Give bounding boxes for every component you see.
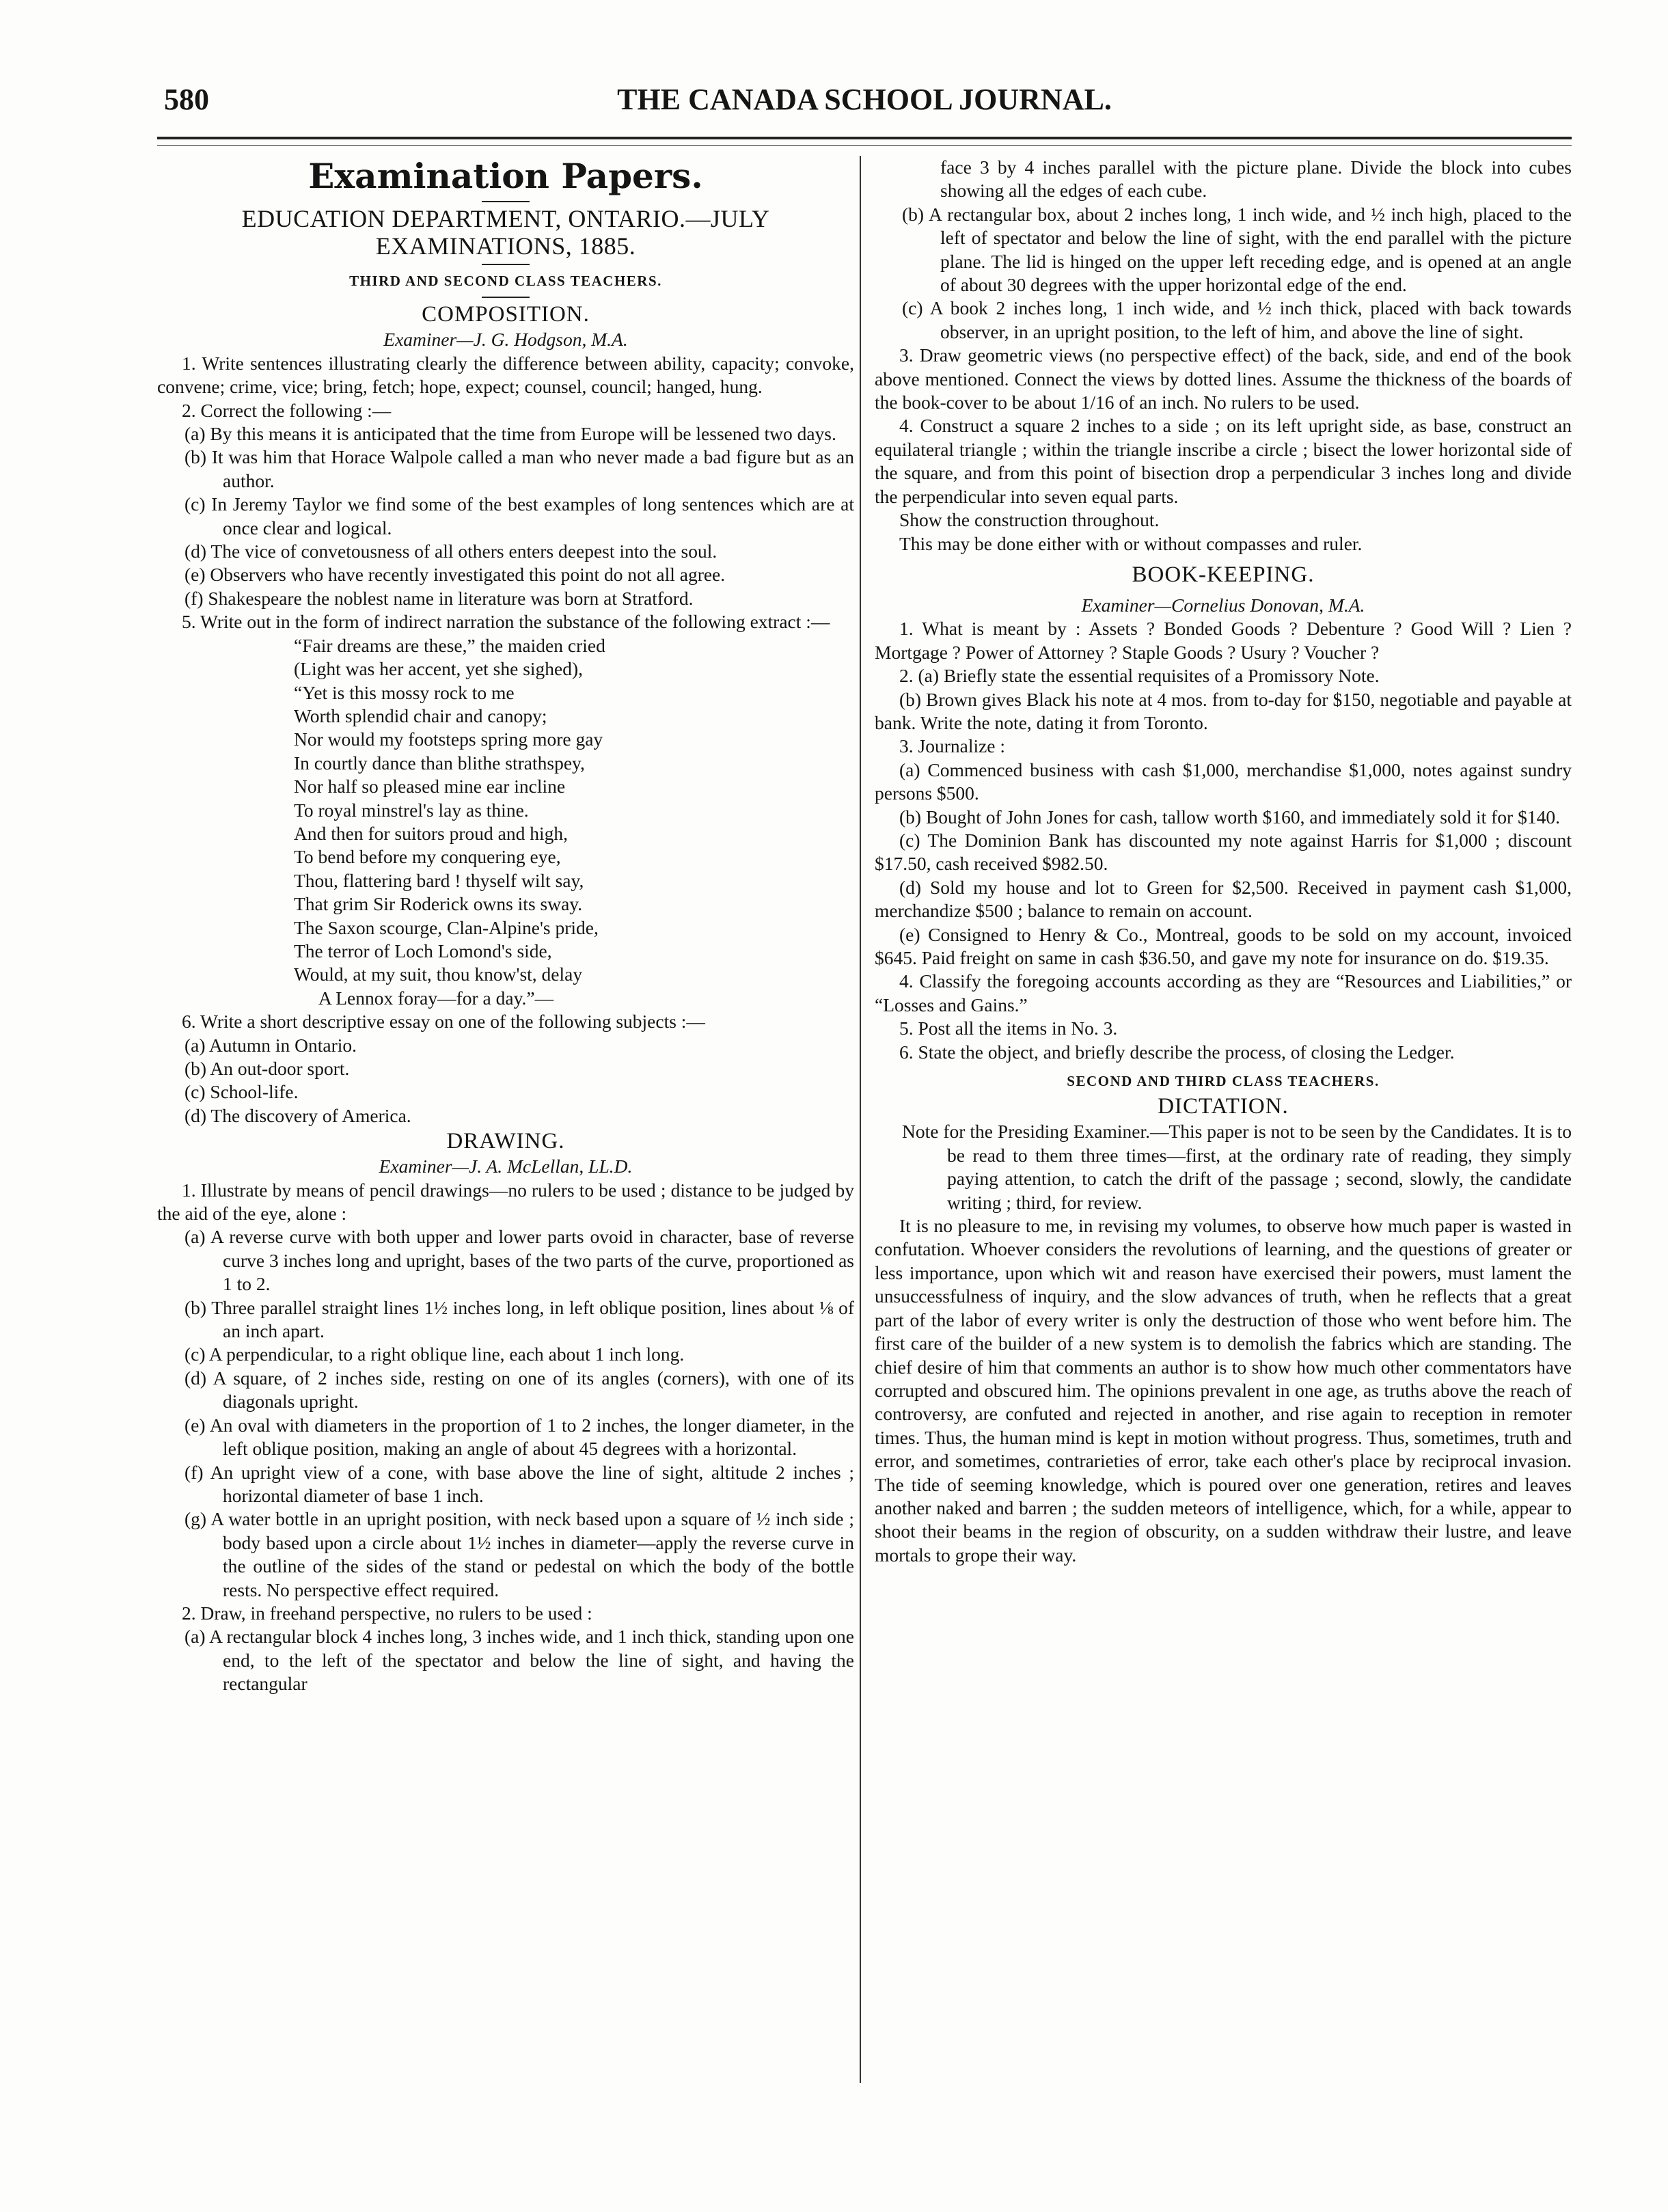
bookkeeping-q3e: (e) Consigned to Henry & Co., Montreal, goods to be sold on my account, invoiced $645. Paid freight on same in cash $36.50, and gave my note for insurance on do. $19.35. <box>875 923 1572 968</box>
poem-line: The terror of Loch Lomond's side, <box>294 940 552 961</box>
composition-q6b: (b) An out-door sport. <box>184 1058 350 1079</box>
drawing-heading: DRAWING. <box>446 1129 565 1154</box>
drawing-q2: 2. Draw, in freehand perspective, no rulers to be used : <box>182 1602 592 1624</box>
bookkeeping-q4: 4. Classify the foregoing accounts according as they are “Resources and Liabilities,” or “Losses and Gains.” <box>875 970 1572 1015</box>
class-rule <box>482 297 530 298</box>
drawing-q4: 4. Construct a square 2 inches to a side ; on its left upright side, as base, construct an equilateral triangle ; within the triangle inscribe a circle ; bisect the lower horizontal side of the square, and from this point of bisection drop a perpendicular 3 inches long and divide the perpendicular into seven equal parts. <box>875 415 1572 507</box>
composition-q6a: (a) Autumn in Ontario. <box>184 1034 357 1056</box>
composition-heading: COMPOSITION. <box>422 302 590 327</box>
dictation-note: Note for the Presiding Examiner.—This paper is not to be seen by the Candidates. It is to be read to them three times—first, at the ordinary rate of reading, they simply paying attention, to catch the drift of the passage ; second, slowly, the candidate writing ; third, for review. <box>902 1121 1572 1213</box>
poem-line: And then for suitors proud and high, <box>294 822 568 844</box>
composition-q2: 2. Correct the following :— <box>182 399 392 421</box>
drawing-q1e: (e) An oval with diameters in the proportion of 1 to 2 inches, the longer diameter, in the left oblique position, making an angle of about 45 degrees with a horizontal. <box>184 1414 854 1460</box>
drawing-q1b: (b) Three parallel straight lines 1½ inches long, in left oblique position, lines about ⅛ of an inch apart. <box>184 1296 854 1342</box>
bookkeeping-q3b: (b) Bought of John Jones for cash, tallow worth $160, and immediately sold it for $140. <box>899 806 1560 828</box>
composition-q6: 6. Write a short descriptive essay on one of the following subjects :— <box>182 1011 705 1033</box>
title-rule <box>482 201 530 202</box>
bookkeeping-q3c: (c) The Dominion Bank has discounted my note against Harris for $1,000 ; discount $17.50, cash received $982.50. <box>875 829 1572 875</box>
poem-line: In courtly dance than blithe strathspey, <box>294 752 585 774</box>
dictation-passage: It is no pleasure to me, in revising my volumes, to observe how much paper is wasted in confutation. Whoever considers the revolutions of learning, and the questions of greater or less importance, upon which wit and reason have exercised their powers, must lament the unsuccessfulness of inquiry, and the slow advances of truth, when he reflects that a great part of the labor of every writer is only the destruction of those who went before him. The first care of the builder of a new system is to demolish the fabrics which are standing. The chief desire of him that comments an author is to show how much other commentators have corrupted and obscured him. The opinions prevalent in one age, as truths above the reach of controversy, are confuted and rejected in another, and rise again to reception in remoter times. Thus, the human mind is kept in motion without progress. Thus, sometimes, truth and error, and sometimes, contrarieties of error, take each other's place by reciprocal invasion. The tide of seeming knowledge, which is poured over one generation, retires and leaves another naked and barren ; the sudden meteors of intelligence, which, for a while, appear to shoot their beams in the region of obscurity, on a sudden withdraw their lustre, and leave mortals to grope their way. <box>875 1215 1572 1566</box>
poem-line: “Fair dreams are these,” the maiden cried <box>294 634 605 656</box>
bookkeeping-q3d: (d) Sold my house and lot to Green for $2,500. Received in payment cash $1,000, merchandize $500 ; balance to remain on account. <box>875 876 1572 922</box>
composition-q2e: (e) Observers who have recently investigated this point do not all agree. <box>184 564 726 586</box>
bookkeeping-q3: 3. Journalize : <box>899 735 1006 757</box>
column-divider <box>860 156 861 2083</box>
poem-line: To bend before my conquering eye, <box>294 846 561 868</box>
left-column <box>157 156 854 1696</box>
bookkeeping-examiner: Examiner—Cornelius Donovan, M.A. <box>1081 594 1365 616</box>
bookkeeping-q6: 6. State the object, and briefly describe the process, of closing the Ledger. <box>899 1041 1455 1063</box>
composition-q2a: (a) By this means it is anticipated that the time from Europe will be lessened two days. <box>184 423 836 445</box>
composition-q2c: (c) In Jeremy Taylor we find some of the best examples of long sentences which are at once clear and logical. <box>184 493 854 538</box>
drawing-q1: 1. Illustrate by means of pencil drawings—no rulers to be used ; distance to be judged by the aid of the eye, alone : <box>157 1179 854 1225</box>
drawing-q1f: (f) An upright view of a cone, with base above the line of sight, altitude 2 inches ; horizontal diameter of base 1 inch. <box>184 1461 854 1506</box>
journal-title: THE CANADA SCHOOL JOURNAL. <box>617 83 1112 116</box>
bookkeeping-q5: 5. Post all the items in No. 3. <box>899 1018 1118 1039</box>
drawing-q1a: (a) A reverse curve with both upper and lower parts ovoid in character, base of reverse curve 3 inches long and upright, bases of the two parts of the curve, proportioned as 1 to 2. <box>184 1226 854 1295</box>
poem-extract <box>157 634 854 1011</box>
poem-line: The Saxon scourge, Clan-Alpine's pride, <box>294 916 599 938</box>
composition-q2f: (f) Shakespeare the noblest name in literature was born at Stratford. <box>184 587 694 609</box>
heading-rule <box>482 264 530 265</box>
drawing-q1d: (d) A square, of 2 inches side, resting on one of its angles (corners), with one of its diagonals upright. <box>184 1367 854 1412</box>
class-label: THIRD AND SECOND CLASS TEACHERS. <box>349 273 662 289</box>
poem-line: A Lennox foray—for a day.”— <box>318 987 554 1009</box>
composition-q6c: (c) School-life. <box>184 1081 299 1103</box>
poem-line: Nor half so pleased mine ear incline <box>294 776 566 797</box>
drawing-q4-show: Show the construction throughout. <box>899 509 1160 531</box>
drawing-q1g: (g) A water bottle in an upright position, with neck based upon a square of ½ inch side ; body based upon a circle about 1½ inches in diameter—apply the reverse curve in the outline of the sides of the stand or pedestal on which the body of the bottle rests. No perspective effect required. <box>184 1508 854 1600</box>
poem-line: Thou, flattering bard ! thyself wilt say, <box>294 869 584 891</box>
drawing-q2b: (b) A rectangular box, about 2 inches long, 1 inch wide, and ½ inch high, placed to the left of spectator and below the line of sight, with the end parallel with the picture plane. The lid is hinged on the upper left receding edge, and is opened at an angle of about 30 degrees with the upper horizontal edge of the end. <box>902 203 1572 296</box>
composition-q6d: (d) The discovery of America. <box>184 1104 411 1126</box>
poem-line: (Light was her accent, yet she sighed), <box>294 658 584 680</box>
drawing-q2a: (a) A rectangular block 4 inches long, 3 inches wide, and 1 inch thick, standing upon one end, to the left of the spectator and below the line of sight, and having the rectangular <box>184 1626 854 1695</box>
drawing-q2c: (c) A book 2 inches long, 1 inch wide, and ½ inch thick, placed with back towards observer, in an upright position, to the left of him, and above the line of sight. <box>902 297 1572 342</box>
dictation-class-label: SECOND AND THIRD CLASS TEACHERS. <box>1067 1073 1380 1090</box>
poem-line: Worth splendid chair and canopy; <box>294 705 547 726</box>
composition-examiner: Examiner—J. G. Hodgson, M.A. <box>383 329 628 351</box>
composition-q2b: (b) It was him that Horace Walpole called a man who never made a bad figure but as an author. <box>184 446 854 491</box>
poem-line: That grim Sir Roderick owns its sway. <box>294 893 583 915</box>
drawing-q3: 3. Draw geometric views (no perspective effect) of the back, side, and end of the book above mentioned. Connect the views by dotted lines. Assume the thickness of the boards of the book-cover to be about 1/16 of an inch. No rulers to be used. <box>875 344 1572 413</box>
section-title: Examination Papers. <box>308 156 703 196</box>
poem-line: Would, at my suit, thou know'st, delay <box>294 964 583 985</box>
bookkeeping-q3a: (a) Commenced business with cash $1,000, merchandise $1,000, notes against sundry persons $500. <box>875 759 1572 804</box>
drawing-q4-note: This may be done either with or without compasses and ruler. <box>899 532 1363 554</box>
department-heading-line2: EXAMINATIONS, 1885. <box>375 232 636 260</box>
composition-q1: 1. Write sentences illustrating clearly the difference between ability, capacity; convoke, convene; crime, vice; bring, fetch; hope, expect; counsel, council; hanged, hung. <box>157 352 854 398</box>
header-rule-thick <box>157 137 1572 139</box>
drawing-examiner: Examiner—J. A. McLellan, LL.D. <box>379 1156 633 1177</box>
header-rule-thin <box>157 145 1572 146</box>
bookkeeping-q2b: (b) Brown gives Black his note at 4 mos. from to-day for $150, negotiable and payable at bank. Write the note, dating it from Toronto. <box>875 688 1572 733</box>
composition-q2d: (d) The vice of convetousness of all others enters deepest into the soul. <box>184 541 717 562</box>
drawing-q1c: (c) A perpendicular, to a right oblique line, each about 1 inch long. <box>184 1343 685 1365</box>
page-number: 580 <box>164 83 209 116</box>
bookkeeping-heading: BOOK-KEEPING. <box>1132 562 1315 587</box>
page-header <box>157 82 1572 123</box>
bookkeeping-q2a: 2. (a) Briefly state the essential requisites of a Promissory Note. <box>899 665 1380 687</box>
composition-q5: 5. Write out in the form of indirect narration the substance of the following extract :— <box>182 611 830 633</box>
department-heading-line1: EDUCATION DEPARTMENT, ONTARIO.—JULY <box>241 205 770 232</box>
poem-line: To royal minstrel's lay as thine. <box>294 799 529 821</box>
drawing-q2a-continued: face 3 by 4 inches parallel with the picture plane. Divide the block into cubes showing all the edges of each cube. <box>940 156 1572 202</box>
dictation-heading: DICTATION. <box>1158 1094 1289 1119</box>
right-column <box>875 156 1572 1567</box>
poem-line: “Yet is this mossy rock to me <box>294 681 515 703</box>
bookkeeping-q1: 1. What is meant by : Assets ? Bonded Goods ? Debenture ? Good Will ? Lien ? Mortgage ? Power of Attorney ? Staple Goods ? Usury ? Voucher ? <box>875 618 1572 663</box>
poem-line: Nor would my footsteps spring more gay <box>294 728 603 750</box>
